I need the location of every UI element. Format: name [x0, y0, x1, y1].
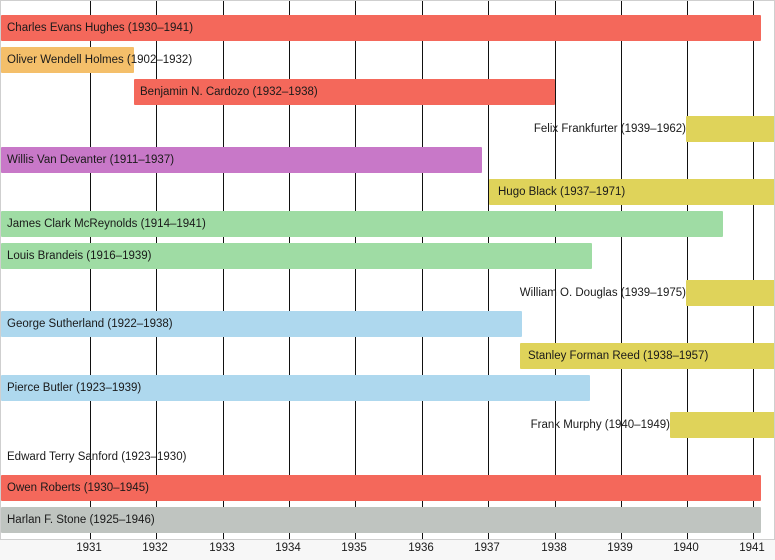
table-row [1, 243, 774, 269]
table-row [1, 147, 774, 173]
x-tick-label: 1938 [541, 542, 567, 554]
bar-label: James Clark McReynolds (1914–1941) [7, 218, 206, 230]
table-row [1, 280, 774, 306]
bar-label: Charles Evans Hughes (1930–1941) [7, 22, 194, 34]
x-tick-label: 1937 [474, 542, 500, 554]
x-tick-label: 1940 [673, 542, 699, 554]
bar-label: Louis Brandeis (1916–1939) [7, 250, 152, 262]
x-axis [0, 540, 775, 560]
table-row [1, 211, 774, 237]
table-row [1, 444, 774, 470]
x-tick-label: 1933 [209, 542, 235, 554]
x-tick-label: 1934 [275, 542, 301, 554]
x-tick-label: 1931 [76, 542, 102, 554]
x-tick-label: 1939 [607, 542, 633, 554]
table-row [1, 412, 774, 438]
table-row [1, 311, 774, 337]
table-row [1, 375, 774, 401]
table-row [1, 343, 774, 369]
table-row [1, 507, 774, 533]
x-tick-label: 1936 [408, 542, 434, 554]
bar-label: Owen Roberts (1930–1945) [7, 482, 149, 494]
table-row [1, 475, 774, 501]
table-row [1, 179, 774, 205]
bar-label: Benjamin N. Cardozo (1932–1938) [140, 86, 318, 98]
bar-label: Hugo Black (1937–1971) [498, 186, 626, 198]
bar-label: Pierce Butler (1923–1939) [7, 382, 142, 394]
x-tick-label: 1935 [341, 542, 367, 554]
bar-label: Harlan F. Stone (1925–1946) [7, 514, 155, 526]
bar-label: Felix Frankfurter (1939–1962) [533, 123, 686, 135]
table-row [1, 47, 774, 73]
bar-label: Edward Terry Sanford (1923–1930) [7, 451, 187, 463]
bar-label: Stanley Forman Reed (1938–1957) [528, 350, 709, 362]
bar-label: Willis Van Devanter (1911–1937) [7, 154, 175, 166]
table-row [1, 116, 774, 142]
bar-label: Oliver Wendell Holmes (1902–1932) [7, 54, 193, 66]
bar-felix-frankfurter[interactable] [686, 116, 775, 142]
bar-label: William O. Douglas (1939–1975) [519, 287, 686, 299]
table-row [1, 15, 774, 41]
x-tick-label: 1941 [739, 542, 765, 554]
table-row [1, 79, 774, 105]
x-tick-label: 1932 [142, 542, 168, 554]
bar-label: George Sutherland (1922–1938) [7, 318, 173, 330]
bar-william-o-douglas[interactable] [686, 280, 775, 306]
bar-label: Frank Murphy (1940–1949) [530, 419, 670, 431]
bar-frank-murphy[interactable] [670, 412, 775, 438]
